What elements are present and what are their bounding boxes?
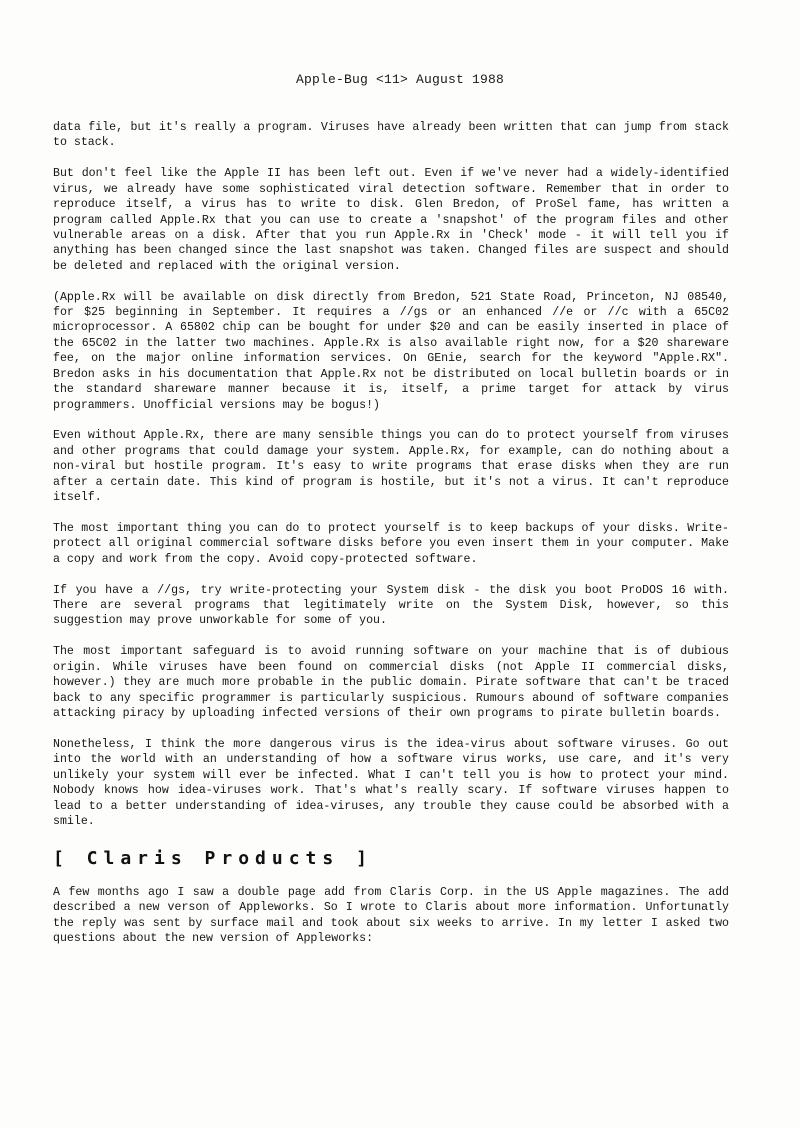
paragraph: But don't feel like the Apple II has been left out. Even if we've never had a widely-identified virus, we already have some sophisticated viral detection software. Remember that in order to reproduce itself, a virus has to write to disk. Glen Bredon, of ProSel fame, has written a program called Apple.Rx that you can use to create a 'snapshot' of the program files and other vulnerable areas on a disk. After that you run Apple.Rx in 'Check' mode - it will tell you if anything has been changed since the last snapshot was taken. Changed files are suspect and should be deleted and replaced with the original version. — [53, 167, 729, 273]
paragraph: (Apple.Rx will be available on disk directly from Bredon, 521 State Road, Princeton, NJ 08540, for $25 beginning in September. It requires a //gs or an enhanced //e or //c with a 65C02 microprocessor. A 65802 chip can be bought for under $20 and can be easily inserted in place of the 65C02 in the latter two machines. Apple.Rx is also available right now, for a $20 shareware fee, on the major online information services. On GEnie, search for the keyword "Apple.RX". Bredon asks in his documentation that Apple.Rx not be distributed on local bulletin boards or in the standard shareware manner because it is, itself, a prime target for attack by virus programmers. Unofficial versions may be bogus!) — [53, 290, 729, 412]
section-heading: [ Claris Products ] — [53, 848, 373, 870]
paragraph: data file, but it's really a program. Viruses have already been written that can jump from stack to stack. — [53, 121, 729, 150]
paragraph: A few months ago I saw a double page add from Claris Corp. in the US Apple magazines. The add described a new verson of Appleworks. So I wrote to Claris about more information. Unfortunatly the reply was sent by surface mail and took about six weeks to arrive. In my letter I asked two questions about the new version of Appleworks: — [53, 885, 729, 945]
article-body — [53, 120, 729, 962]
paragraph: The most important safeguard is to avoid running software on your machine that is of dubious origin. While viruses have been found on commercial disks (not Apple II commercial disks, however.) they are much more probable in the public domain. Pirate software that can't be traced back to any specific programmer is particularly suspicious. Rumours abound of software companies attacking piracy by uploading infected versions of their own programs to pirate bulletin boards. — [53, 645, 729, 720]
paragraph: If you have a //gs, try write-protecting your System disk - the disk you boot ProDOS 16 with. There are several programs that legitimately write on the System Disk, however, so this suggestion may prove unworkable for some of you. — [53, 583, 729, 628]
paragraph: Even without Apple.Rx, there are many sensible things you can do to protect yourself from viruses and other programs that could damage your system. Apple.Rx, for example, can do nothing about a non-viral but hostile program. It's easy to write programs that erase disks when they are run after a certain date. This kind of program is hostile, but it's not a virus. It can't reproduce itself. — [53, 429, 729, 505]
paragraph: The most important thing you can do to protect yourself is to keep backups of your disks. Write-protect all original commercial software disks before you even insert them in your computer. Make a copy and work from the copy. Avoid copy-protected software. — [53, 521, 729, 566]
paragraph: Nonetheless, I think the more dangerous virus is the idea-virus about software viruses. Go out into the world with an understanding of how a software virus works, use care, and it's very unlikely your system will ever be infected. What I can't tell you is how to protect your mind. Nobody knows how idea-viruses work. That's what's really scary. If software viruses happen to lead to a better understanding of idea-viruses, any trouble they cause could be absorbed with a smile. — [53, 737, 729, 828]
page-header: Apple-Bug <11> August 1988 — [295, 72, 505, 87]
